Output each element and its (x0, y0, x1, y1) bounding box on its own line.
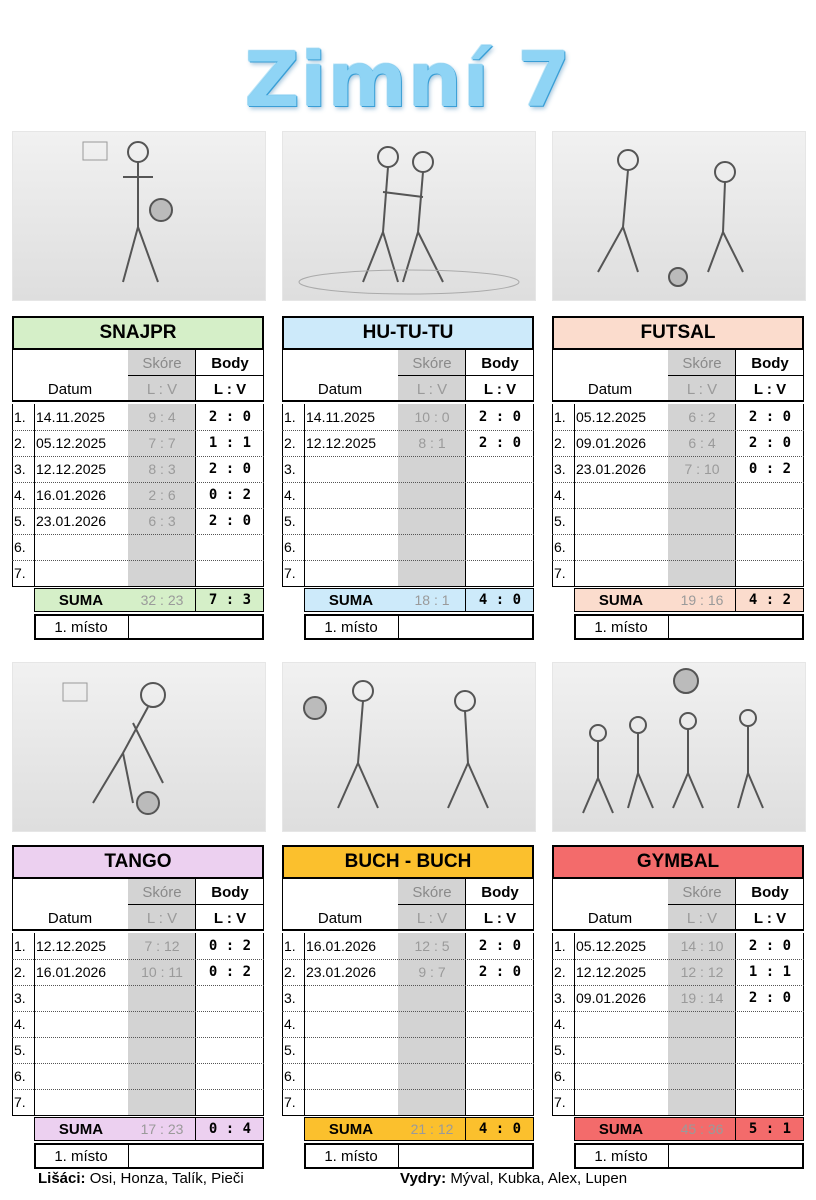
sum-points: 5 : 1 (748, 1121, 792, 1137)
row-score: 12 : 5 (414, 938, 450, 954)
row-number: 5. (554, 1042, 566, 1058)
sum-divider (195, 1117, 196, 1141)
team-vydry-label: Vydry: (400, 1170, 447, 1187)
place-label: 1. místo (54, 619, 108, 636)
row-date: 23.01.2026 (306, 964, 377, 980)
row-score: 7 : 7 (148, 435, 176, 451)
header-border (552, 350, 804, 402)
illustration-futsal (552, 131, 806, 301)
row-number: 7. (554, 1094, 566, 1110)
body-header: Body (211, 884, 249, 901)
skore-header: Skóre (412, 884, 452, 901)
team-lisaci-members: Osi, Honza, Talík, Pieči (89, 1170, 244, 1187)
row-number: 7. (14, 565, 26, 581)
sum-score: 21 : 12 (410, 1121, 454, 1137)
row-number: 1. (14, 938, 26, 954)
sum-divider (735, 588, 736, 612)
body-col-border (465, 879, 466, 931)
body-lv: L : V (753, 910, 787, 927)
row-number: 1. (14, 409, 26, 425)
body-header: Body (211, 355, 249, 372)
row-number: 5. (554, 513, 566, 529)
row-points: 2 : 0 (478, 435, 522, 451)
row-divider (552, 1089, 804, 1090)
sum-score: 32 : 23 (140, 592, 184, 608)
row-divider (282, 482, 534, 483)
panel-title: GYMBAL (552, 845, 804, 879)
skore-lv: L : V (146, 381, 178, 398)
row-number: 6. (14, 1068, 26, 1084)
header-border (282, 350, 534, 402)
row-score: 6 : 2 (688, 409, 716, 425)
row-points: 2 : 0 (208, 409, 252, 425)
skore-header: Skóre (142, 355, 182, 372)
row-points: 2 : 0 (478, 964, 522, 980)
row-divider (552, 534, 804, 535)
sum-score: 18 : 1 (414, 592, 450, 608)
row-number: 1. (284, 409, 296, 425)
lv-row-line (668, 375, 804, 376)
panel-title: TANGO (12, 845, 264, 879)
row-number: 7. (554, 565, 566, 581)
row-number: 5. (14, 513, 26, 529)
illustration-snajpr (12, 131, 266, 301)
row-divider (12, 1063, 264, 1064)
body-lv: L : V (483, 910, 517, 927)
body-lv: L : V (213, 910, 247, 927)
panel-title: SNAJPR (12, 316, 264, 350)
row-number: 3. (554, 990, 566, 1006)
sum-label: SUMA (58, 592, 104, 609)
row-points: 2 : 0 (748, 409, 792, 425)
place-divider (128, 1143, 129, 1169)
place-label: 1. místo (324, 1148, 378, 1165)
row-score: 2 : 6 (148, 487, 176, 503)
skore-lv: L : V (416, 910, 448, 927)
lv-row-line (128, 375, 264, 376)
row-score: 14 : 10 (680, 938, 724, 954)
datum-header: Datum (47, 381, 93, 398)
row-number: 3. (554, 461, 566, 477)
sum-label: SUMA (328, 592, 374, 609)
sum-label: SUMA (58, 1121, 104, 1138)
skore-lv: L : V (686, 381, 718, 398)
row-divider (282, 985, 534, 986)
row-date: 12.12.2025 (306, 435, 377, 451)
row-points: 0 : 2 (208, 938, 252, 954)
row-points: 2 : 0 (748, 435, 792, 451)
row-divider (552, 1063, 804, 1064)
panel-title: HU-TU-TU (282, 316, 534, 350)
lv-row-line (398, 904, 534, 905)
header-border (282, 879, 534, 931)
body-lv: L : V (753, 381, 787, 398)
body-lv: L : V (483, 381, 517, 398)
sum-divider (735, 1117, 736, 1141)
row-number: 2. (554, 435, 566, 451)
row-date: 16.01.2026 (36, 964, 107, 980)
row-divider (282, 508, 534, 509)
sum-points: 4 : 0 (478, 1121, 522, 1137)
row-date: 12.12.2025 (36, 461, 107, 477)
illustration-tango (12, 662, 266, 832)
body-lv: L : V (213, 381, 247, 398)
sum-score: 45 : 36 (680, 1121, 724, 1137)
team-lisaci-label: Lišáci: (38, 1170, 86, 1187)
header-border (12, 879, 264, 931)
place-divider (398, 1143, 399, 1169)
panel-title: BUCH - BUCH (282, 845, 534, 879)
row-divider (12, 1089, 264, 1090)
body-header: Body (751, 884, 789, 901)
row-date: 09.01.2026 (576, 990, 647, 1006)
row-date: 14.11.2025 (306, 409, 376, 425)
row-divider (282, 1089, 534, 1090)
row-divider (12, 1037, 264, 1038)
row-number: 6. (284, 1068, 296, 1084)
body-header: Body (481, 884, 519, 901)
row-number: 4. (14, 487, 26, 503)
row-points: 1 : 1 (208, 435, 252, 451)
row-number: 4. (554, 1016, 566, 1032)
sum-divider (465, 1117, 466, 1141)
row-score: 8 : 3 (148, 461, 176, 477)
datum-header: Datum (317, 910, 363, 927)
row-number: 2. (14, 964, 26, 980)
row-points: 2 : 0 (478, 409, 522, 425)
lv-row-line (398, 375, 534, 376)
place-label: 1. místo (324, 619, 378, 636)
row-divider (552, 1011, 804, 1012)
place-divider (128, 614, 129, 640)
row-score: 10 : 11 (141, 964, 183, 980)
place-label: 1. místo (54, 1148, 108, 1165)
row-points: 2 : 0 (478, 938, 522, 954)
datum-header: Datum (587, 381, 633, 398)
row-date: 16.01.2026 (306, 938, 377, 954)
datum-header: Datum (47, 910, 93, 927)
row-divider (552, 1037, 804, 1038)
body-header: Body (481, 355, 519, 372)
illustration-hututu (282, 131, 536, 301)
sum-points: 0 : 4 (208, 1121, 252, 1137)
row-number: 6. (554, 539, 566, 555)
place-divider (668, 1143, 669, 1169)
sum-score: 19 : 16 (680, 592, 724, 608)
sum-divider (465, 588, 466, 612)
team-lisaci (38, 1170, 244, 1187)
sum-points: 7 : 3 (208, 592, 252, 608)
panel-title: FUTSAL (552, 316, 804, 350)
row-date: 05.12.2025 (36, 435, 107, 451)
datum-header: Datum (317, 381, 363, 398)
row-points: 1 : 1 (748, 964, 792, 980)
row-divider (552, 560, 804, 561)
row-divider (282, 456, 534, 457)
row-score: 7 : 10 (684, 461, 720, 477)
row-number: 1. (554, 938, 566, 954)
header-border (12, 350, 264, 402)
row-divider (12, 534, 264, 535)
row-number: 3. (284, 990, 296, 1006)
row-number: 1. (554, 409, 566, 425)
body-col-border (465, 350, 466, 402)
row-score: 12 : 12 (680, 964, 724, 980)
row-date: 09.01.2026 (576, 435, 647, 451)
skore-lv: L : V (416, 381, 448, 398)
row-divider (282, 534, 534, 535)
row-number: 2. (14, 435, 26, 451)
place-label: 1. místo (594, 619, 648, 636)
row-score: 6 : 3 (148, 513, 176, 529)
row-date: 14.11.2025 (36, 409, 106, 425)
place-label: 1. místo (594, 1148, 648, 1165)
sum-score: 17 : 23 (140, 1121, 184, 1137)
row-points: 0 : 2 (748, 461, 792, 477)
sum-points: 4 : 2 (748, 592, 792, 608)
row-number: 3. (14, 990, 26, 1006)
team-vydry-members: Mýval, Kubka, Alex, Lupen (450, 1170, 628, 1187)
team-vydry (400, 1170, 627, 1187)
datum-header: Datum (587, 910, 633, 927)
sum-points: 4 : 0 (478, 592, 522, 608)
row-number: 3. (14, 461, 26, 477)
row-divider (12, 1011, 264, 1012)
row-date: 16.01.2026 (36, 487, 107, 503)
skore-header: Skóre (142, 884, 182, 901)
header-border (552, 879, 804, 931)
body-col-border (735, 879, 736, 931)
body-col-border (195, 879, 196, 931)
row-divider (282, 1011, 534, 1012)
row-score: 7 : 12 (144, 938, 180, 954)
row-divider (282, 1063, 534, 1064)
row-number: 7. (284, 1094, 296, 1110)
row-score: 9 : 4 (148, 409, 176, 425)
row-divider (12, 560, 264, 561)
sum-label: SUMA (598, 592, 644, 609)
row-score: 8 : 1 (418, 435, 446, 451)
row-number: 6. (14, 539, 26, 555)
row-points: 2 : 0 (748, 990, 792, 1006)
place-divider (668, 614, 669, 640)
row-number: 4. (14, 1016, 26, 1032)
row-number: 4. (284, 487, 296, 503)
row-score: 9 : 7 (418, 964, 446, 980)
row-number: 3. (284, 461, 296, 477)
row-number: 7. (284, 565, 296, 581)
row-date: 12.12.2025 (576, 964, 647, 980)
lv-row-line (128, 904, 264, 905)
row-points: 0 : 2 (208, 964, 252, 980)
row-date: 23.01.2026 (36, 513, 107, 529)
illustration-buchbuch (282, 662, 536, 832)
row-divider (552, 482, 804, 483)
row-date: 23.01.2026 (576, 461, 647, 477)
row-number: 6. (554, 1068, 566, 1084)
row-number: 2. (284, 435, 296, 451)
row-number: 1. (284, 938, 296, 954)
sum-divider (195, 588, 196, 612)
row-divider (282, 560, 534, 561)
row-number: 4. (554, 487, 566, 503)
row-number: 2. (554, 964, 566, 980)
skore-header: Skóre (412, 355, 452, 372)
row-points: 0 : 2 (208, 487, 252, 503)
row-divider (12, 985, 264, 986)
row-number: 5. (14, 1042, 26, 1058)
row-score: 6 : 4 (688, 435, 716, 451)
row-score: 19 : 14 (680, 990, 724, 1006)
body-col-border (195, 350, 196, 402)
row-date: 05.12.2025 (576, 409, 647, 425)
row-divider (552, 508, 804, 509)
row-score: 10 : 0 (414, 409, 450, 425)
sum-label: SUMA (598, 1121, 644, 1138)
lv-row-line (668, 904, 804, 905)
place-divider (398, 614, 399, 640)
row-number: 4. (284, 1016, 296, 1032)
skore-header: Skóre (682, 355, 722, 372)
body-header: Body (751, 355, 789, 372)
row-points: 2 : 0 (208, 513, 252, 529)
row-divider (282, 1037, 534, 1038)
row-number: 6. (284, 539, 296, 555)
row-number: 2. (284, 964, 296, 980)
illustration-gymbal (552, 662, 806, 832)
row-number: 7. (14, 1094, 26, 1110)
row-date: 05.12.2025 (576, 938, 647, 954)
sum-label: SUMA (328, 1121, 374, 1138)
row-number: 5. (284, 513, 296, 529)
row-date: 12.12.2025 (36, 938, 107, 954)
page-title: Zimní 7 (244, 35, 572, 124)
skore-header: Skóre (682, 884, 722, 901)
row-points: 2 : 0 (748, 938, 792, 954)
skore-lv: L : V (686, 910, 718, 927)
body-col-border (735, 350, 736, 402)
row-number: 5. (284, 1042, 296, 1058)
skore-lv: L : V (146, 910, 178, 927)
row-points: 2 : 0 (208, 461, 252, 477)
